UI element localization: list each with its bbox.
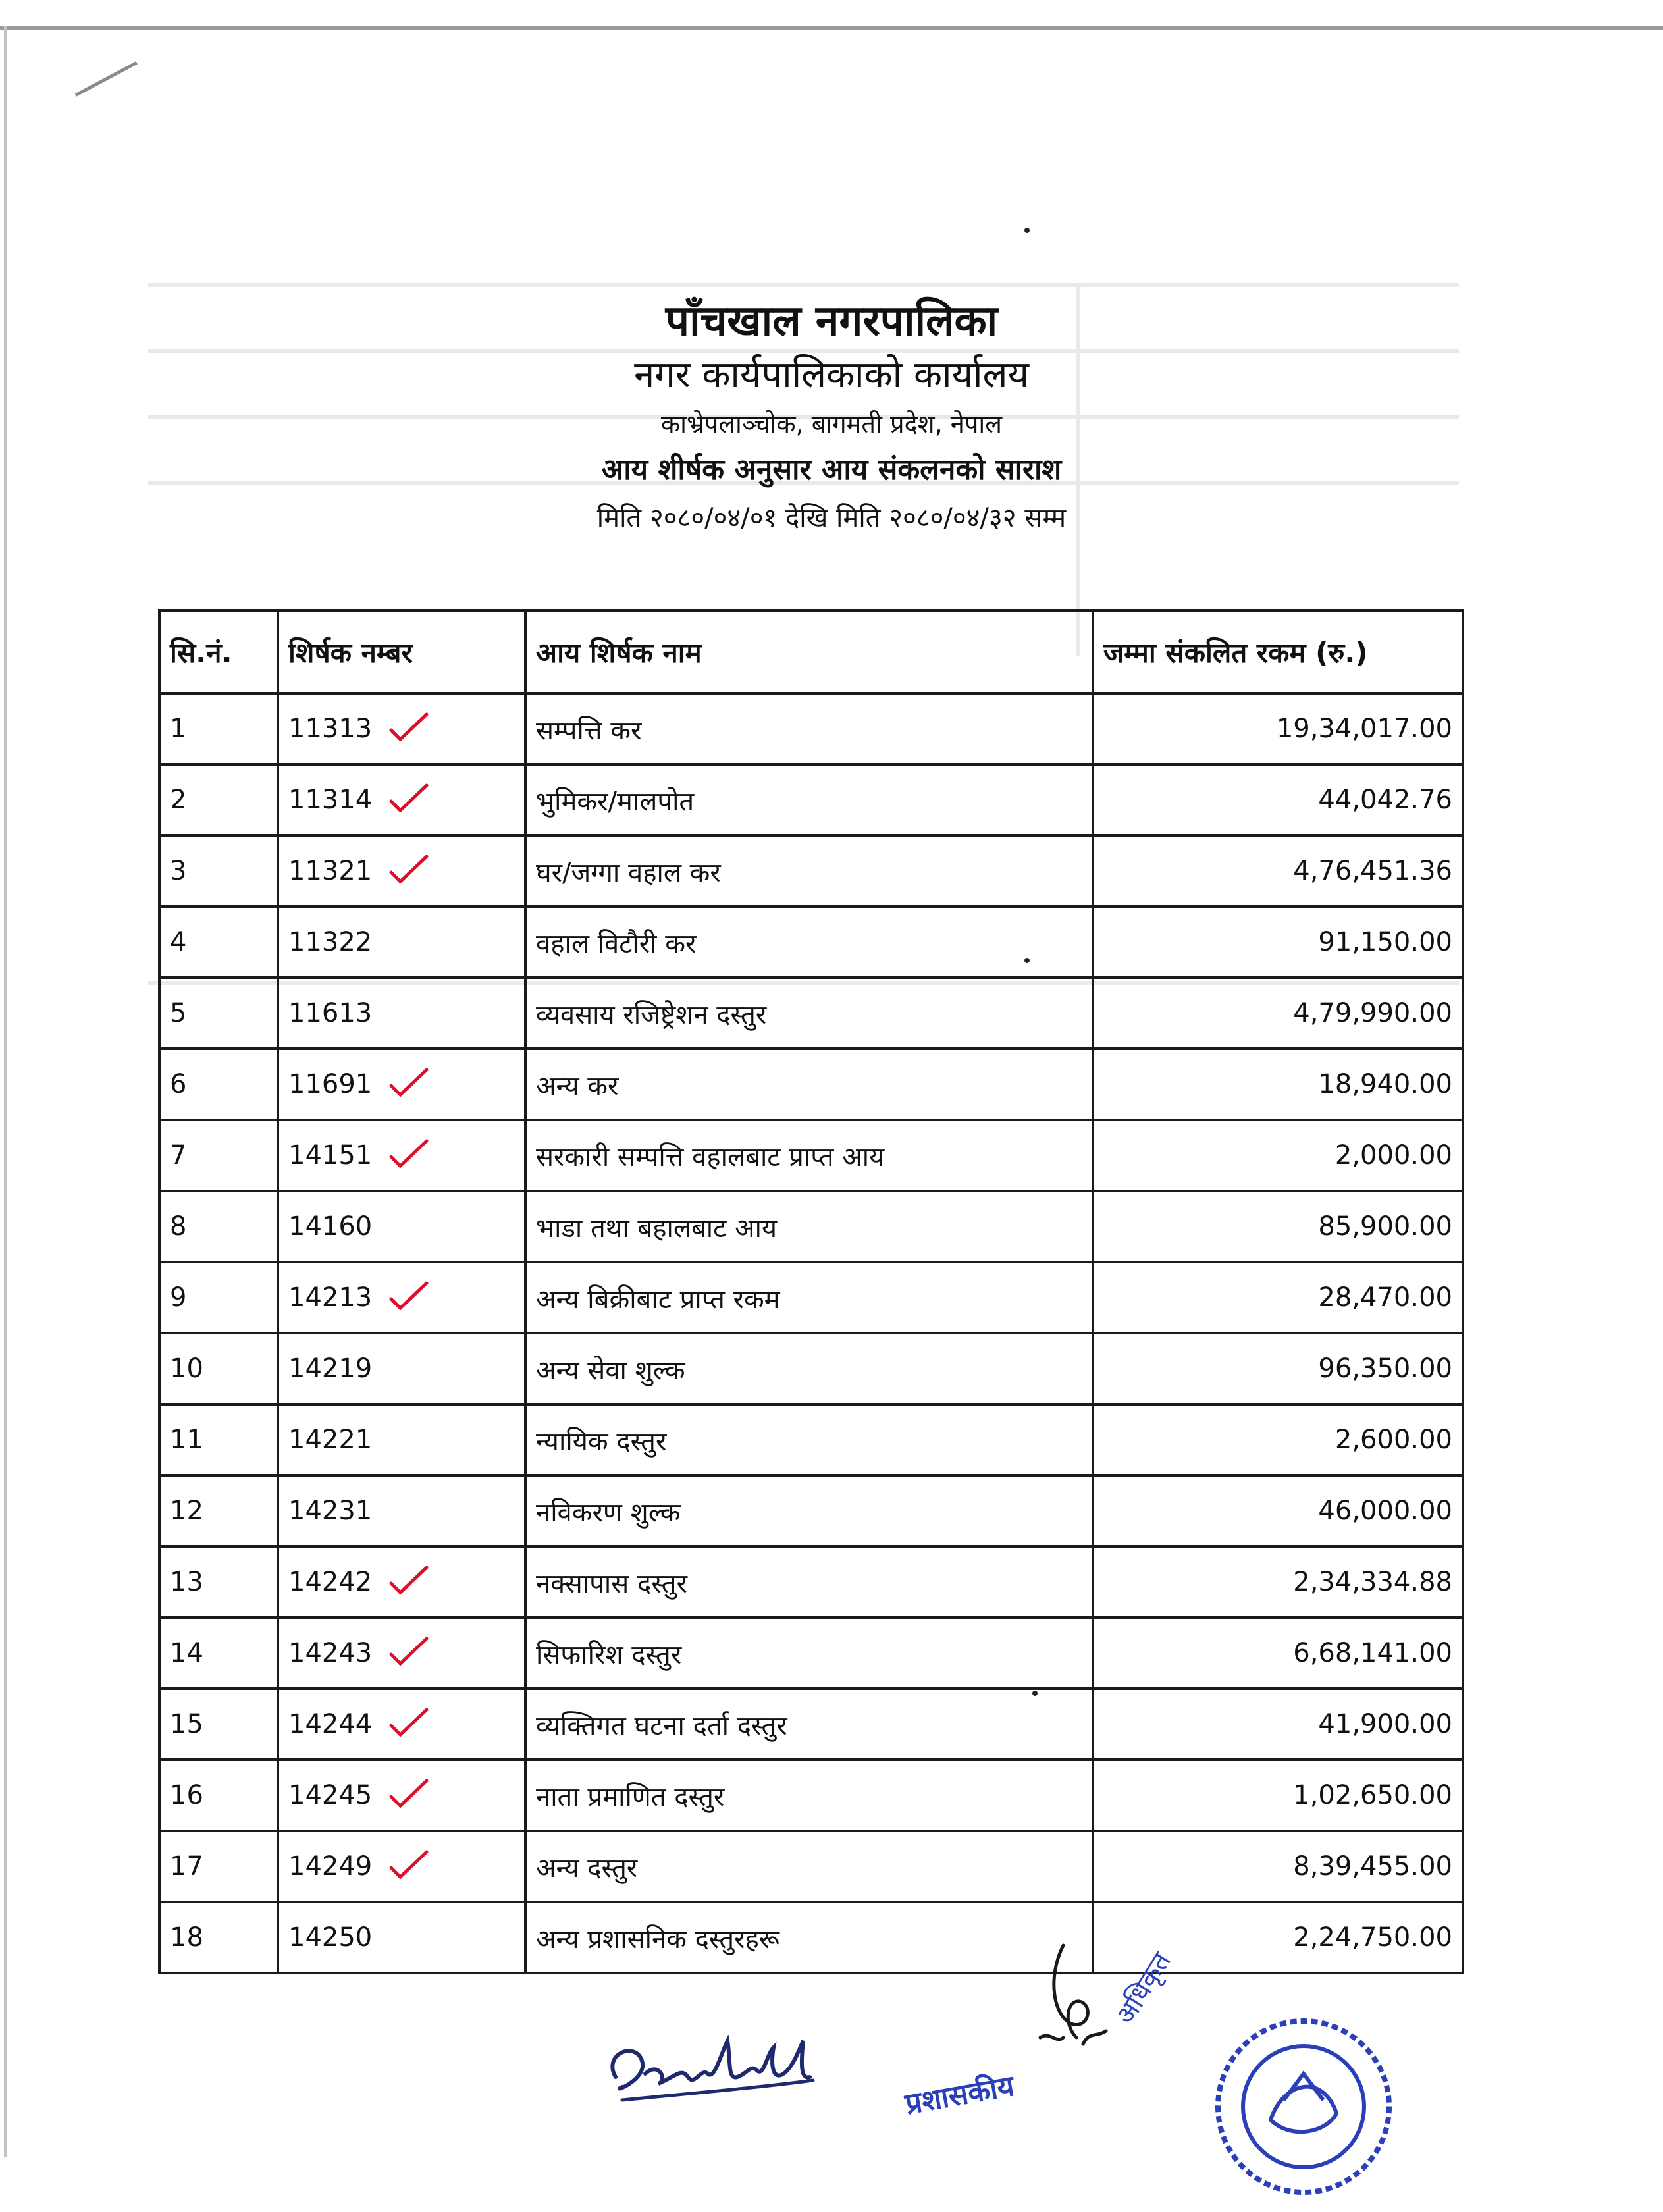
cell-serial-number: 12 bbox=[159, 1475, 278, 1546]
table-row bbox=[159, 1902, 1463, 1973]
cell-total-amount: 2,600.00 bbox=[1093, 1404, 1463, 1475]
cell-total-amount: 1,02,650.00 bbox=[1093, 1760, 1463, 1831]
income-summary-table bbox=[158, 609, 1464, 1974]
cell-income-heading-name: अन्य सेवा शुल्क bbox=[525, 1333, 1093, 1404]
cell-heading-code bbox=[278, 1049, 525, 1120]
office-name: नगर कार्यपालिकाको कार्यालय bbox=[634, 354, 1029, 396]
cell-income-heading-name: घर/जग्गा वहाल कर bbox=[525, 835, 1093, 907]
cell-serial-number: 10 bbox=[159, 1333, 278, 1404]
heading-code-text: 11321 bbox=[288, 856, 373, 886]
cell-total-amount: 18,940.00 bbox=[1093, 1049, 1463, 1120]
cell-heading-code bbox=[278, 907, 525, 978]
cell-heading-code bbox=[278, 1404, 525, 1475]
cell-serial-number: 5 bbox=[159, 978, 278, 1049]
heading-code-text: 14219 bbox=[288, 1354, 373, 1384]
heading-code-text: 14250 bbox=[288, 1922, 373, 1953]
cell-income-heading-name: नक्सापास दस्तुर bbox=[525, 1546, 1093, 1618]
header-heading-code: शिर्षक नम्बर bbox=[278, 610, 525, 693]
scan-page-edge-top bbox=[0, 26, 1663, 30]
cell-serial-number: 14 bbox=[159, 1618, 278, 1689]
cell-heading-code bbox=[278, 835, 525, 907]
cell-total-amount: 2,34,334.88 bbox=[1093, 1546, 1463, 1618]
cell-income-heading-name: न्यायिक दस्तुर bbox=[525, 1404, 1093, 1475]
cell-income-heading-name: अन्य प्रशासनिक दस्तुरहरू bbox=[525, 1902, 1093, 1973]
official-stamp-text: प्रशासकीय bbox=[903, 2068, 1017, 2122]
heading-code-text: 14213 bbox=[288, 1282, 373, 1313]
table-row bbox=[159, 764, 1463, 835]
check-mark-icon bbox=[388, 1706, 429, 1739]
table-row bbox=[159, 1618, 1463, 1689]
document-header bbox=[0, 296, 1663, 536]
cell-total-amount: 41,900.00 bbox=[1093, 1689, 1463, 1760]
cell-serial-number: 9 bbox=[159, 1262, 278, 1333]
cell-total-amount: 8,39,455.00 bbox=[1093, 1831, 1463, 1902]
cell-total-amount: 96,350.00 bbox=[1093, 1333, 1463, 1404]
cell-total-amount: 28,470.00 bbox=[1093, 1262, 1463, 1333]
cell-heading-code bbox=[278, 1546, 525, 1618]
cell-total-amount: 91,150.00 bbox=[1093, 907, 1463, 978]
heading-code-text: 11691 bbox=[288, 1069, 373, 1099]
check-mark-icon bbox=[388, 710, 429, 743]
cell-heading-code bbox=[278, 693, 525, 764]
cell-income-heading-name: भुमिकर/मालपोत bbox=[525, 764, 1093, 835]
cell-heading-code bbox=[278, 1689, 525, 1760]
official-stamp-subtext: अधिकृत bbox=[1109, 1947, 1178, 2030]
table-row bbox=[159, 1191, 1463, 1262]
header-income-heading-name: आय शिर्षक नाम bbox=[525, 610, 1093, 693]
check-mark-icon bbox=[388, 1066, 429, 1099]
heading-code-text: 14231 bbox=[288, 1496, 373, 1526]
cell-serial-number: 11 bbox=[159, 1404, 278, 1475]
cell-income-heading-name: अन्य बिक्रीबाट प्राप्त रकम bbox=[525, 1262, 1093, 1333]
cell-heading-code bbox=[278, 978, 525, 1049]
cell-heading-code bbox=[278, 1262, 525, 1333]
cell-serial-number: 2 bbox=[159, 764, 278, 835]
cell-serial-number: 4 bbox=[159, 907, 278, 978]
table-row bbox=[159, 1262, 1463, 1333]
cell-total-amount: 6,68,141.00 bbox=[1093, 1618, 1463, 1689]
heading-code-text: 14221 bbox=[288, 1425, 373, 1455]
check-mark-icon bbox=[388, 781, 429, 814]
cell-total-amount: 85,900.00 bbox=[1093, 1191, 1463, 1262]
cell-serial-number: 6 bbox=[159, 1049, 278, 1120]
cell-total-amount: 2,000.00 bbox=[1093, 1120, 1463, 1191]
cell-income-heading-name: नाता प्रमाणित दस्तुर bbox=[525, 1760, 1093, 1831]
cell-serial-number: 16 bbox=[159, 1760, 278, 1831]
check-mark-icon bbox=[388, 1279, 429, 1312]
cell-serial-number: 13 bbox=[159, 1546, 278, 1618]
check-mark-icon bbox=[388, 1777, 429, 1810]
cell-serial-number: 17 bbox=[159, 1831, 278, 1902]
cell-serial-number: 18 bbox=[159, 1902, 278, 1973]
cell-income-heading-name: अन्य कर bbox=[525, 1049, 1093, 1120]
table-row bbox=[159, 907, 1463, 978]
heading-code-text: 14244 bbox=[288, 1709, 373, 1739]
cell-heading-code bbox=[278, 1902, 525, 1973]
cell-income-heading-name: सम्पत्ति कर bbox=[525, 693, 1093, 764]
report-title: आय शीर्षक अनुसार आय संकलनको साराश bbox=[601, 453, 1062, 487]
heading-code-text: 14245 bbox=[288, 1780, 373, 1810]
heading-code-text: 11314 bbox=[288, 785, 373, 815]
heading-code-text: 14242 bbox=[288, 1567, 373, 1597]
handwritten-initials bbox=[1027, 1939, 1119, 2070]
table-row bbox=[159, 1546, 1463, 1618]
municipality-name: पाँचखाल नगरपालिका bbox=[665, 297, 998, 346]
header-total-amount: जम्मा संकलित रकम (रु.) bbox=[1093, 610, 1463, 693]
municipality-seal bbox=[1198, 2001, 1409, 2212]
check-mark-icon bbox=[388, 853, 429, 885]
cell-heading-code bbox=[278, 1475, 525, 1546]
heading-code-text: 11313 bbox=[288, 714, 373, 744]
table-row bbox=[159, 978, 1463, 1049]
cell-heading-code bbox=[278, 1191, 525, 1262]
cell-heading-code bbox=[278, 1333, 525, 1404]
cell-total-amount: 4,76,451.36 bbox=[1093, 835, 1463, 907]
table-body bbox=[159, 693, 1463, 1973]
table-row bbox=[159, 1120, 1463, 1191]
heading-code-text: 14151 bbox=[288, 1140, 373, 1171]
cell-heading-code bbox=[278, 1618, 525, 1689]
cell-heading-code bbox=[278, 1831, 525, 1902]
cell-total-amount: 19,34,017.00 bbox=[1093, 693, 1463, 764]
staple-mark bbox=[75, 61, 138, 97]
heading-code-text: 14160 bbox=[288, 1211, 373, 1242]
check-mark-icon bbox=[388, 1137, 429, 1170]
heading-code-text: 11322 bbox=[288, 927, 373, 957]
header-serial-number: सि.नं. bbox=[159, 610, 278, 693]
report-date-range: मिति २०८०/०४/०१ देखि मिति २०८०/०४/३२ सम्म bbox=[596, 503, 1067, 533]
cell-income-heading-name: व्यवसाय रजिष्ट्रेशन दस्तुर bbox=[525, 978, 1093, 1049]
cell-serial-number: 15 bbox=[159, 1689, 278, 1760]
cell-serial-number: 3 bbox=[159, 835, 278, 907]
table-row bbox=[159, 1475, 1463, 1546]
office-address: काभ्रेपलाञ्चोक, बागमती प्रदेश, नेपाल bbox=[660, 409, 1003, 438]
cell-income-heading-name: वहाल विटौरी कर bbox=[525, 907, 1093, 978]
cell-income-heading-name: व्यक्तिगत घटना दर्ता दस्तुर bbox=[525, 1689, 1093, 1760]
cell-income-heading-name: अन्य दस्तुर bbox=[525, 1831, 1093, 1902]
table-row bbox=[159, 1049, 1463, 1120]
table-row bbox=[159, 1404, 1463, 1475]
handwritten-signature bbox=[596, 2014, 820, 2113]
cell-total-amount: 2,24,750.00 bbox=[1093, 1902, 1463, 1973]
heading-code-text: 11613 bbox=[288, 998, 373, 1028]
table-row bbox=[159, 1333, 1463, 1404]
cell-serial-number: 8 bbox=[159, 1191, 278, 1262]
heading-code-text: 14249 bbox=[288, 1851, 373, 1882]
table-row bbox=[159, 835, 1463, 907]
cell-heading-code bbox=[278, 1120, 525, 1191]
cell-income-heading-name: नविकरण शुल्क bbox=[525, 1475, 1093, 1546]
table-row bbox=[159, 1760, 1463, 1831]
table-row bbox=[159, 1831, 1463, 1902]
heading-code-text: 14243 bbox=[288, 1638, 373, 1668]
cell-serial-number: 1 bbox=[159, 693, 278, 764]
ink-speck bbox=[1024, 228, 1030, 233]
cell-heading-code bbox=[278, 1760, 525, 1831]
cell-income-heading-name: सिफारिश दस्तुर bbox=[525, 1618, 1093, 1689]
cell-income-heading-name: सरकारी सम्पत्ति वहालबाट प्राप्त आय bbox=[525, 1120, 1093, 1191]
table-row bbox=[159, 1689, 1463, 1760]
table-row bbox=[159, 693, 1463, 764]
cell-total-amount: 44,042.76 bbox=[1093, 764, 1463, 835]
cell-heading-code bbox=[278, 764, 525, 835]
table-header-row bbox=[159, 610, 1463, 693]
cell-total-amount: 4,79,990.00 bbox=[1093, 978, 1463, 1049]
cell-income-heading-name: भाडा तथा बहालबाट आय bbox=[525, 1191, 1093, 1262]
cell-serial-number: 7 bbox=[159, 1120, 278, 1191]
check-mark-icon bbox=[388, 1848, 429, 1881]
cell-total-amount: 46,000.00 bbox=[1093, 1475, 1463, 1546]
check-mark-icon bbox=[388, 1564, 429, 1596]
check-mark-icon bbox=[388, 1635, 429, 1668]
